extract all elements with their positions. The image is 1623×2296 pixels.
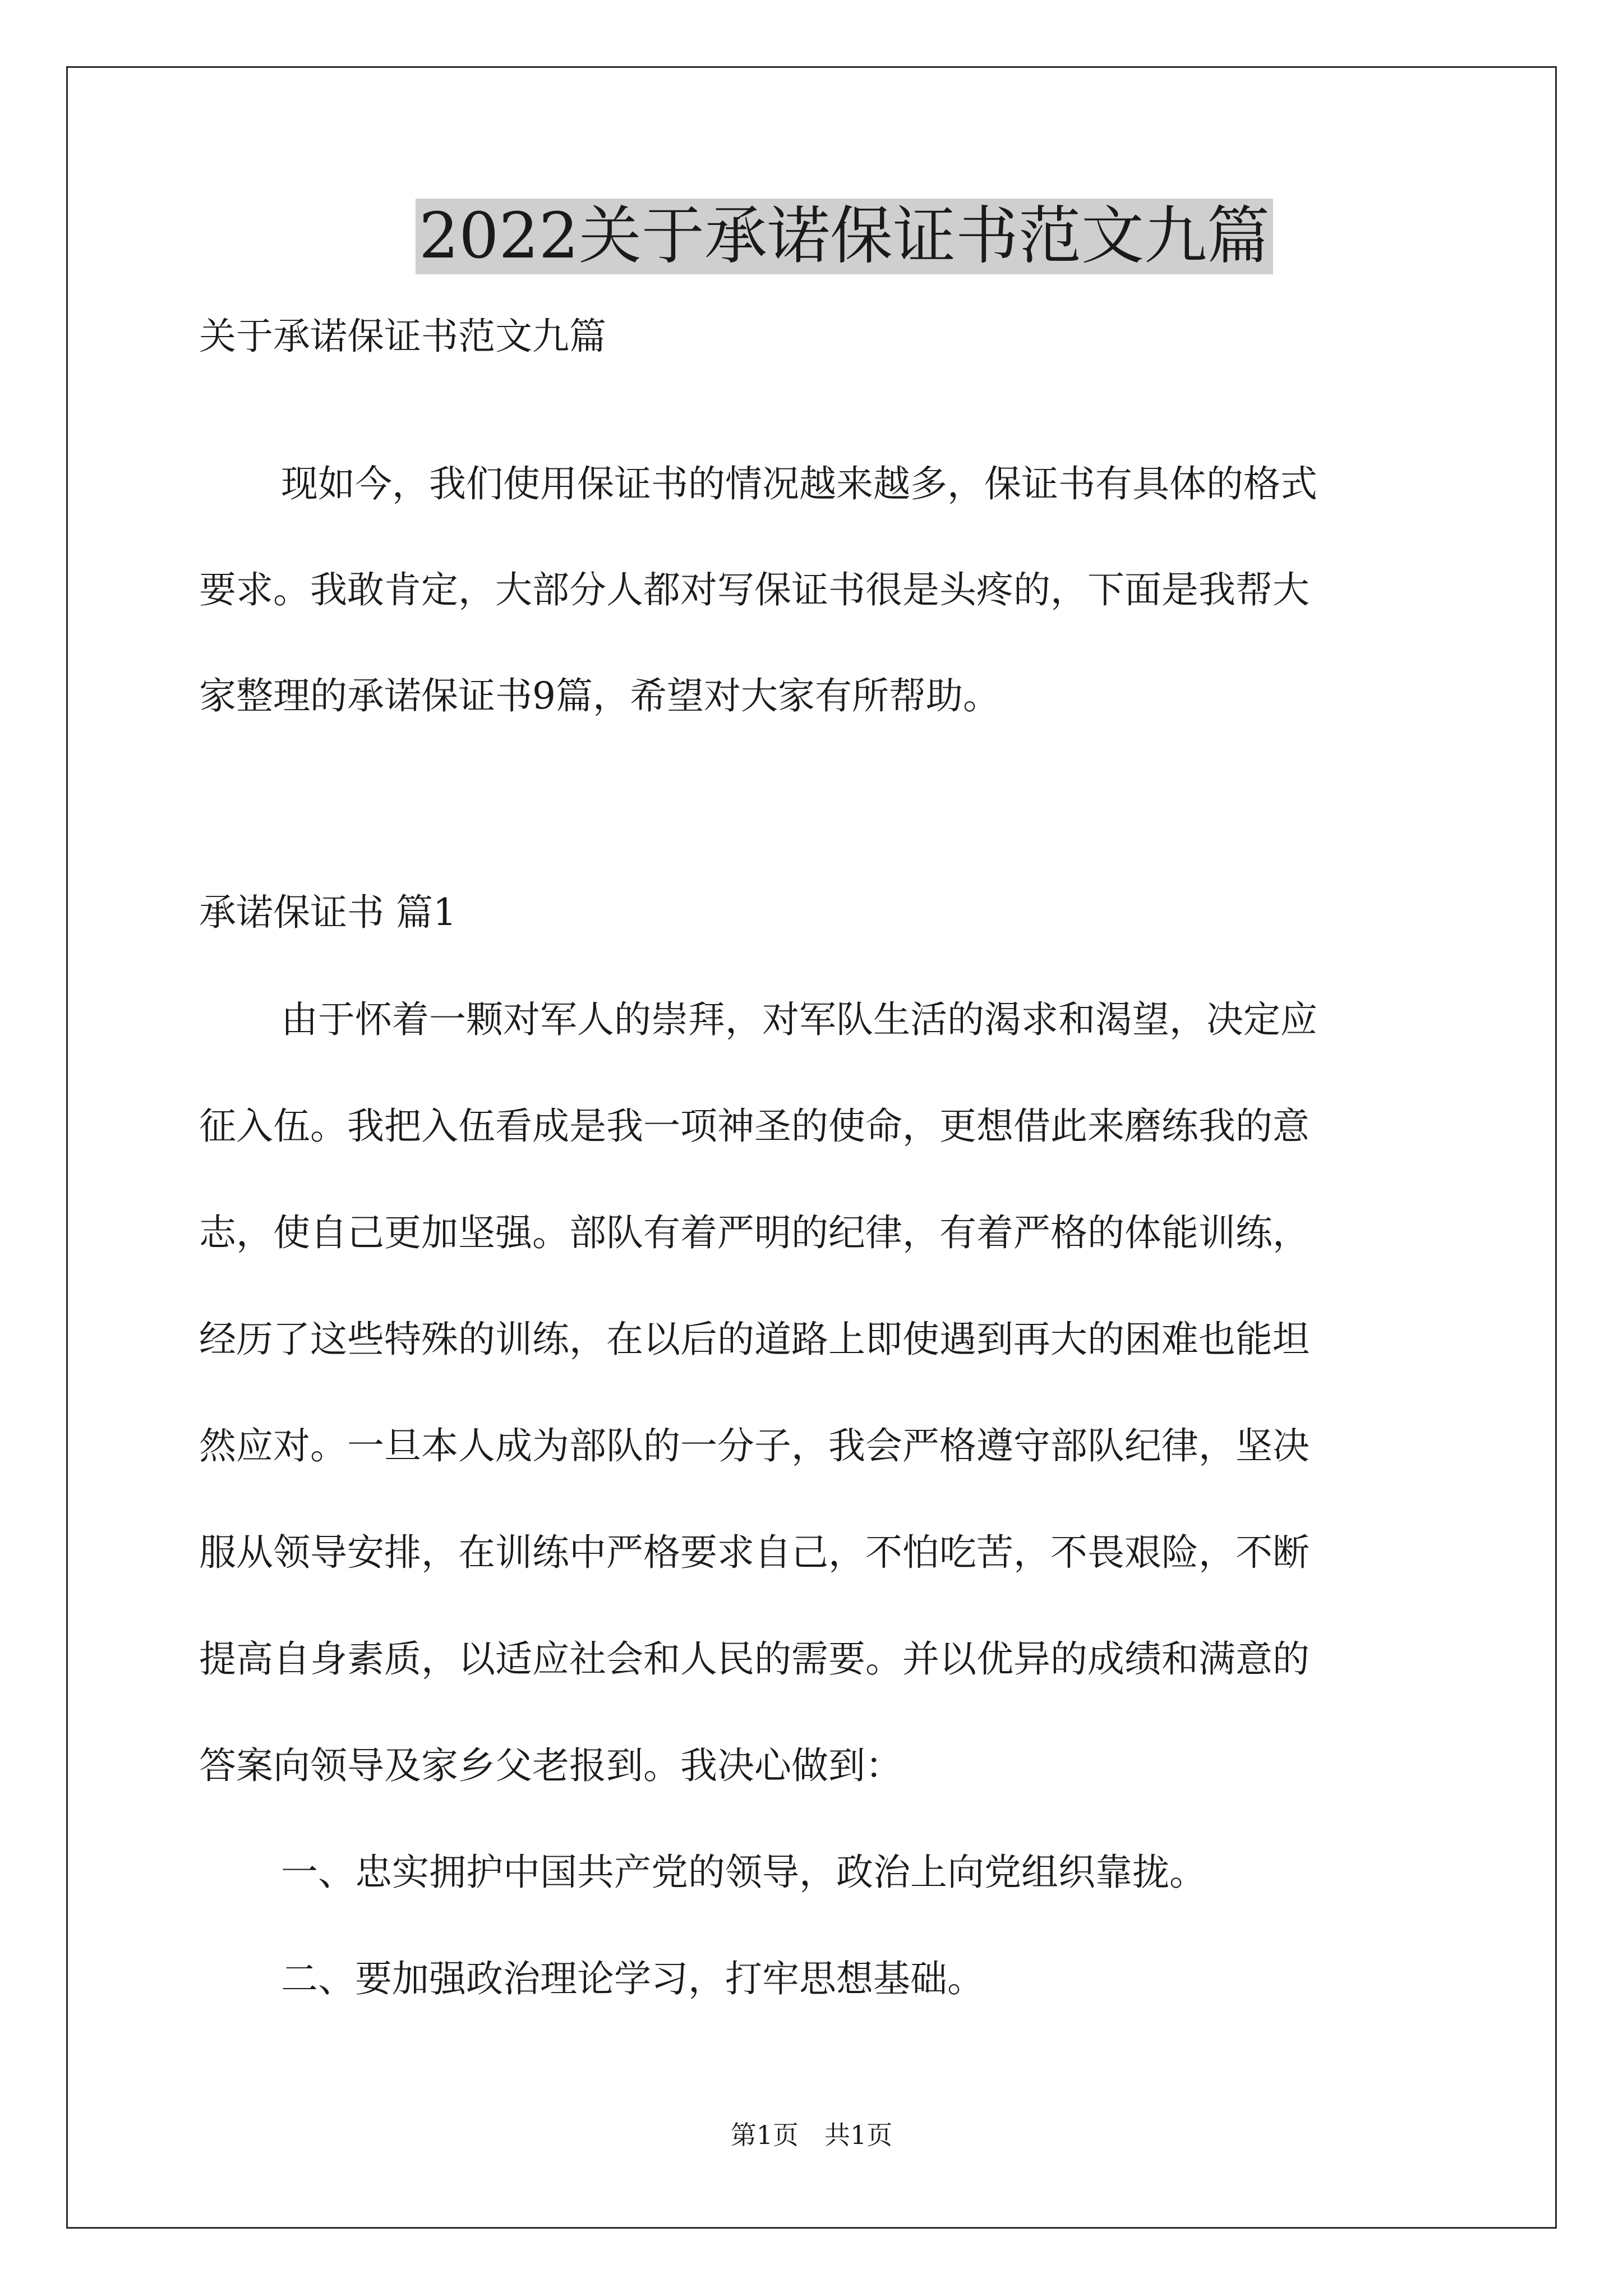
pledge-item: 一、忠实拥护中国共产党的领导，政治上向党组织靠拢。 xyxy=(281,1851,1206,1894)
body-line: 由于怀着一颗对军人的崇拜，对军队生活的渴求和渴望，决定应 xyxy=(281,998,1317,1041)
body-line: 征入伍。我把入伍看成是我一项神圣的使命，更想借此来磨练我的意 xyxy=(199,1105,1310,1148)
intro-line: 现如今，我们使用保证书的情况越来越多，保证书有具体的格式 xyxy=(281,462,1317,505)
intro-line: 家整理的承诺保证书9篇，希望对大家有所帮助。 xyxy=(199,674,1000,717)
body-line: 经历了这些特殊的训练，在以后的道路上即使遇到再大的困难也能坦 xyxy=(199,1318,1310,1361)
page-footer: 第1页 共1页 xyxy=(730,2120,893,2150)
body-line: 答案向领导及家乡父老报到。我决心做到： xyxy=(199,1744,902,1787)
body-line: 然应对。一旦本人成为部队的一分子，我会严格遵守部队纪律，坚决 xyxy=(199,1424,1310,1467)
intro-line: 要求。我敢肯定，大部分人都对写保证书很是头疼的，下面是我帮大 xyxy=(199,568,1310,611)
section-heading: 承诺保证书 篇1 xyxy=(199,891,457,934)
body-line: 志，使自己更加坚强。部队有着严明的纪律，有着严格的体能训练， xyxy=(199,1211,1310,1254)
document-subtitle: 关于承诺保证书范文九篇 xyxy=(199,315,606,358)
document-title: 2022关于承诺保证书范文九篇 xyxy=(416,199,1273,274)
body-line: 服从领导安排，在训练中严格要求自己，不怕吃苦，不畏艰险，不断 xyxy=(199,1531,1310,1574)
pledge-item: 二、要加强政治理论学习，打牢思想基础。 xyxy=(281,1957,984,2000)
body-line: 提高自身素质，以适应社会和人民的需要。并以优异的成绩和满意的 xyxy=(199,1637,1310,1681)
